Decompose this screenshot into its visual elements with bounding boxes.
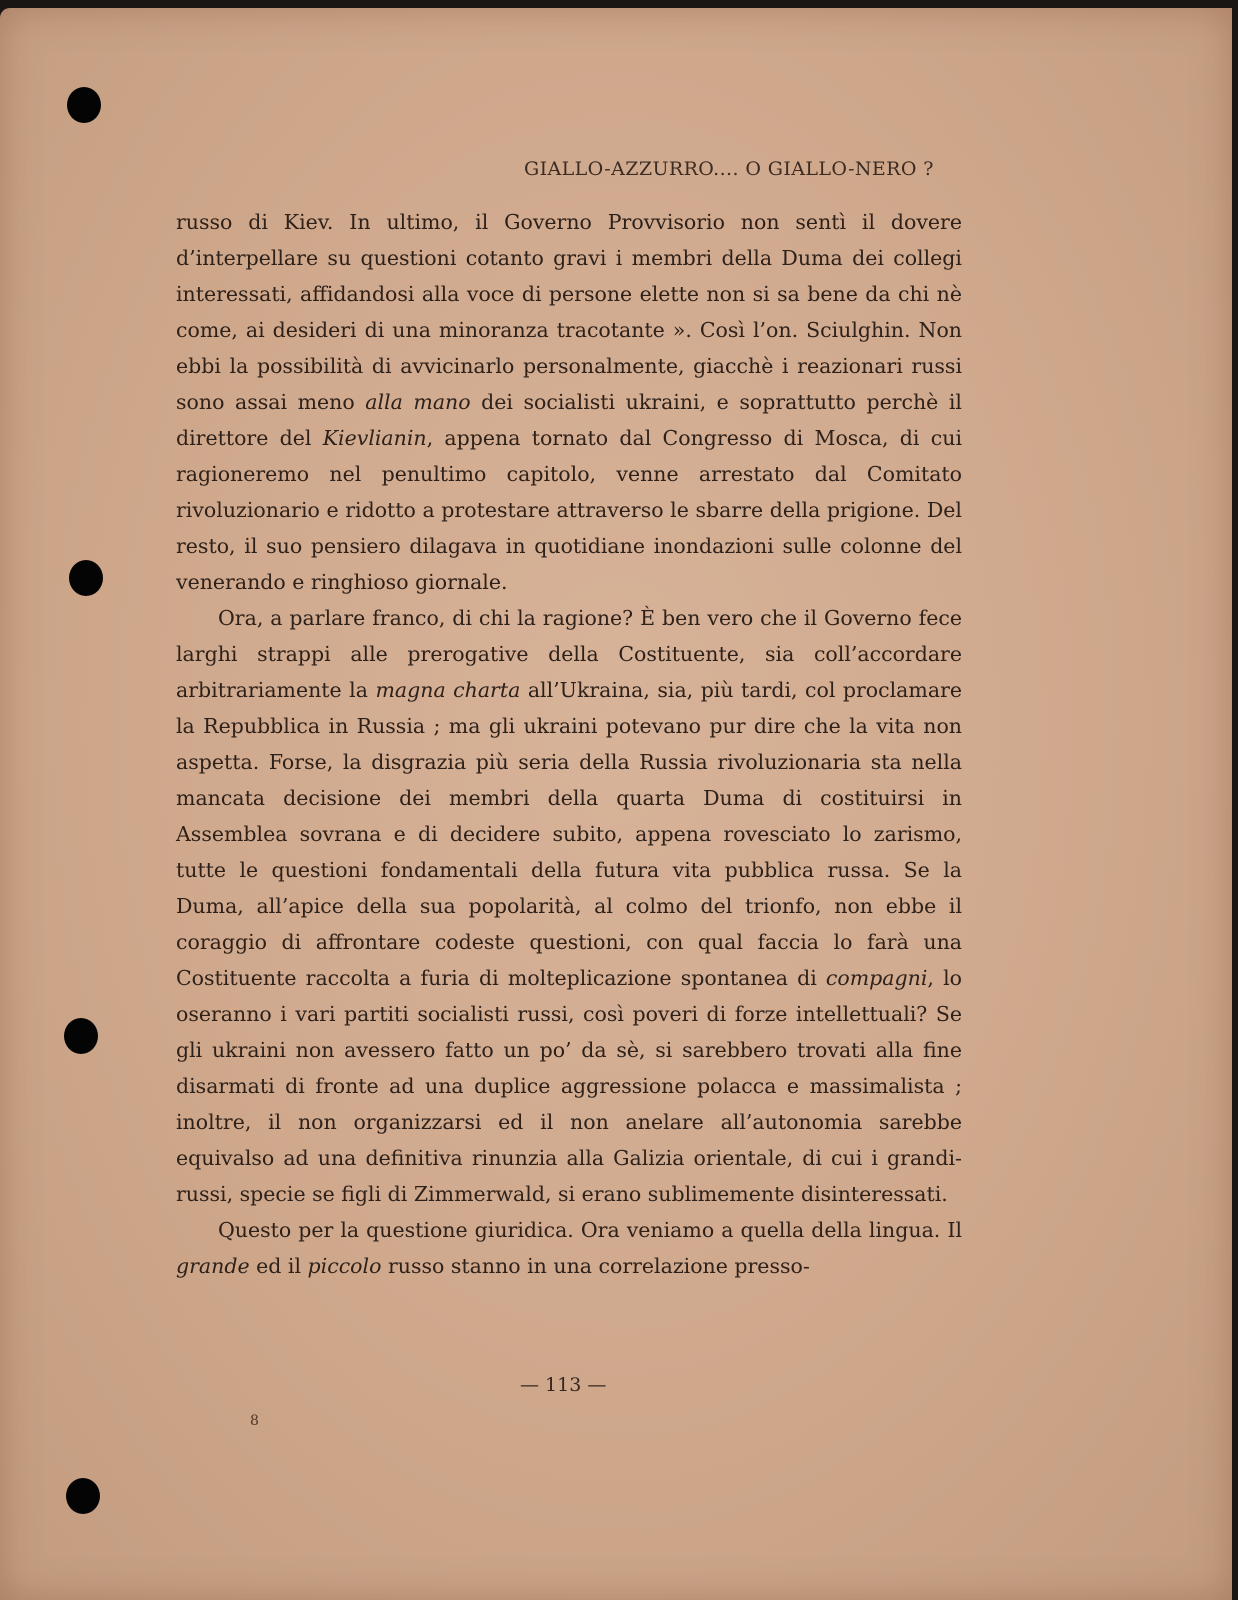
binder-hole <box>66 1478 100 1514</box>
italic-run: compagni <box>825 966 928 990</box>
text-run: , lo oseranno i vari partiti socialisti russi, così poveri di forze intellettuali? Se gli ukraini non avessero fatto un po’ da sè, si sarebbero trovati alla fine disarmati di fronte ad una duplice aggressione polacca e massimalista ; inoltre, il non organizzarsi ed il non anelare all’autonomia sarebbe equivalso ad una definitiva rinunzia alla Galizia orientale, di cui i grandi-russi, specie se figli di Zimmerwald, si erano sublimemente disinteressati. <box>176 966 962 1206</box>
binder-hole <box>64 1018 98 1054</box>
text-run: russo stanno in una correlazione presso- <box>381 1254 810 1278</box>
italic-run: magna charta <box>375 678 521 702</box>
page-sheet <box>0 8 1232 1600</box>
text-run: Ora, a parlare franco, di chi la ragione? È ben vero che il Governo fece larghi strappi alle prerogative della Costituente, sia coll’accordare arbitrariamente la <box>176 606 962 702</box>
italic-run: piccolo <box>307 1254 382 1278</box>
text-run: Questo per la questione giuridica. Ora veniamo a quella della lingua. Il <box>218 1218 962 1242</box>
running-head: GIALLO-AZZURRO.... O GIALLO-NERO ? <box>524 158 934 180</box>
text-run: ed il <box>249 1254 308 1278</box>
paragraph <box>176 204 962 600</box>
italic-run: Kievlianin <box>322 426 427 450</box>
italic-run: grande <box>176 1254 250 1278</box>
text-run: russo di Kiev. In ultimo, il Governo Provvisorio non sentì il dovere d’interpellare su questioni cotanto gravi i membri della Duma dei collegi interessati, affidandosi alla voce di persone elette non si sa bene da chi nè come, ai desideri di una minoranza tracotante ». Così l’on. Sciulghin. Non ebbi la possibilità di avvicinarlo personalmente, giacchè i reazionari russi sono assai meno <box>176 210 962 414</box>
italic-run: alla mano <box>365 390 471 414</box>
text-run: , appena tornato dal Congresso di Mosca, di cui ragioneremo nel penultimo capitolo, venne arrestato dal Comitato rivoluzionario e ridotto a protestare attraverso le sbarre della prigione. Del resto, il suo pensiero dilagava in quotidiane inondazioni sulle colonne del venerando e ringhioso giornale. <box>176 426 962 594</box>
text-run: dei socialisti ukraini, e soprattutto perchè il direttore del <box>176 390 962 450</box>
binder-hole <box>69 560 103 596</box>
paragraph <box>176 600 962 1212</box>
text-run: all’Ukraina, sia, più tardi, col proclamare la Repubblica in Russia ; ma gli ukraini potevano pur dire che la vita non aspetta. Forse, la disgrazia più seria della Russia rivoluzionaria sta nella mancata decisione dei membri della quarta Duma di costituirsi in Assemblea sovrana e di decidere subito, appena rovesciato lo zarismo, tutte le questioni fondamentali della futura vita pubblica russa. Se la Duma, all’apice della sua popolarità, al colmo del trionfo, non ebbe il coraggio di affrontare codeste questioni, con qual faccia lo farà una Costituente raccolta a furia di molteplicazione spontanea di <box>176 678 962 990</box>
paragraph <box>176 1212 962 1284</box>
signature-mark: 8 <box>250 1413 259 1429</box>
page-number: — 113 — <box>520 1374 607 1396</box>
body-text <box>176 204 962 1284</box>
binder-hole <box>67 87 101 123</box>
